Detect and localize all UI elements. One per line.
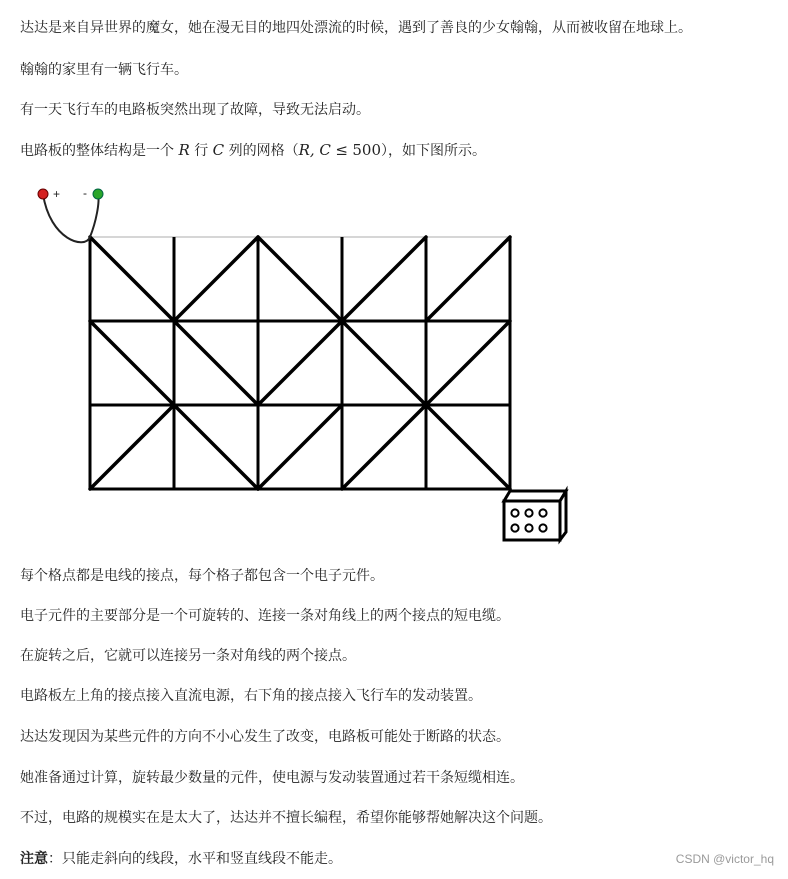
story-intro: 达达是来自异世界的魔女，她在漫无目的地四处漂流的时候，遇到了善良的少女翰翰，从而被收留在地球上。	[20, 20, 692, 36]
component-intro: 每个格点都是电线的接点，每个格子都包含一个电子元件。	[20, 568, 384, 584]
fault-desc: 达达发现因为某些元件的方向不小心发生了改变，电路板可能处于断路的状态。	[20, 729, 510, 745]
power-minus-label: -	[83, 186, 87, 200]
power-minus-terminal	[93, 189, 103, 199]
malfunction-line: 有一天飞行车的电路板突然出现了故障，导致无法启动。	[20, 102, 370, 118]
power-wire	[43, 194, 99, 242]
power-plus-label: +	[53, 187, 61, 201]
power-plus-terminal	[38, 189, 48, 199]
diagonal-cable	[174, 237, 258, 321]
connection-desc: 电路板左上角的接点接入直流电源，右下角的接点接入飞行车的发动装置。	[20, 688, 482, 704]
goal-desc: 她准备通过计算，旋转最少数量的元件，使电源与发动装置通过若干条短缆相连。	[20, 770, 524, 786]
diagonal-cable	[342, 321, 426, 405]
request-desc: 不过，电路的规模实在是太大了，达达并不擅长编程，希望你能够帮她解决这个问题。	[20, 810, 552, 826]
grid-text-before: 电路板的整体结构是一个	[20, 143, 174, 159]
note-label: 注意	[20, 851, 48, 867]
component-desc: 电子元件的主要部分是一个可旋转的、连接一条对角线上的两个接点的短电缆。	[20, 608, 510, 624]
math-constraint-vars: R, C	[298, 141, 331, 159]
note-line	[20, 849, 342, 869]
math-C: C	[212, 141, 225, 159]
grid-text-cols: 列的网格（	[228, 143, 299, 159]
flying-car-line: 翰翰的家里有一辆飞行车。	[20, 62, 188, 78]
grid-description	[20, 140, 486, 161]
diagonal-cables	[90, 237, 510, 489]
diagonal-cable	[258, 405, 342, 489]
diagonal-cable	[342, 405, 426, 489]
math-R: R	[178, 141, 190, 159]
engine-device-icon	[504, 491, 566, 540]
note-text: ：只能走斜向的线段，水平和竖直线段不能走。	[48, 851, 342, 867]
diagonal-cable	[174, 321, 258, 405]
diagonal-cable	[258, 321, 342, 405]
diagonal-cable	[426, 237, 510, 321]
diagonal-cable	[174, 405, 258, 489]
diagonal-cable	[426, 405, 510, 489]
diagonal-cable	[90, 237, 174, 321]
diagonal-cable	[258, 237, 342, 321]
grid-text-rows: 行	[194, 143, 209, 159]
grid-text-after: ），如下图所示。	[381, 143, 487, 159]
csdn-watermark: CSDN @victor_hq	[675, 852, 774, 866]
math-leq: ≤	[335, 141, 348, 159]
diagonal-cable	[90, 321, 174, 405]
diagonal-cable	[426, 321, 510, 405]
math-500: 500	[352, 141, 382, 159]
diagonal-cable	[90, 405, 174, 489]
diagonal-cable	[342, 237, 426, 321]
circuit-board-diagram	[30, 180, 570, 550]
rotation-desc: 在旋转之后，它就可以连接另一条对角线的两个接点。	[20, 648, 356, 664]
